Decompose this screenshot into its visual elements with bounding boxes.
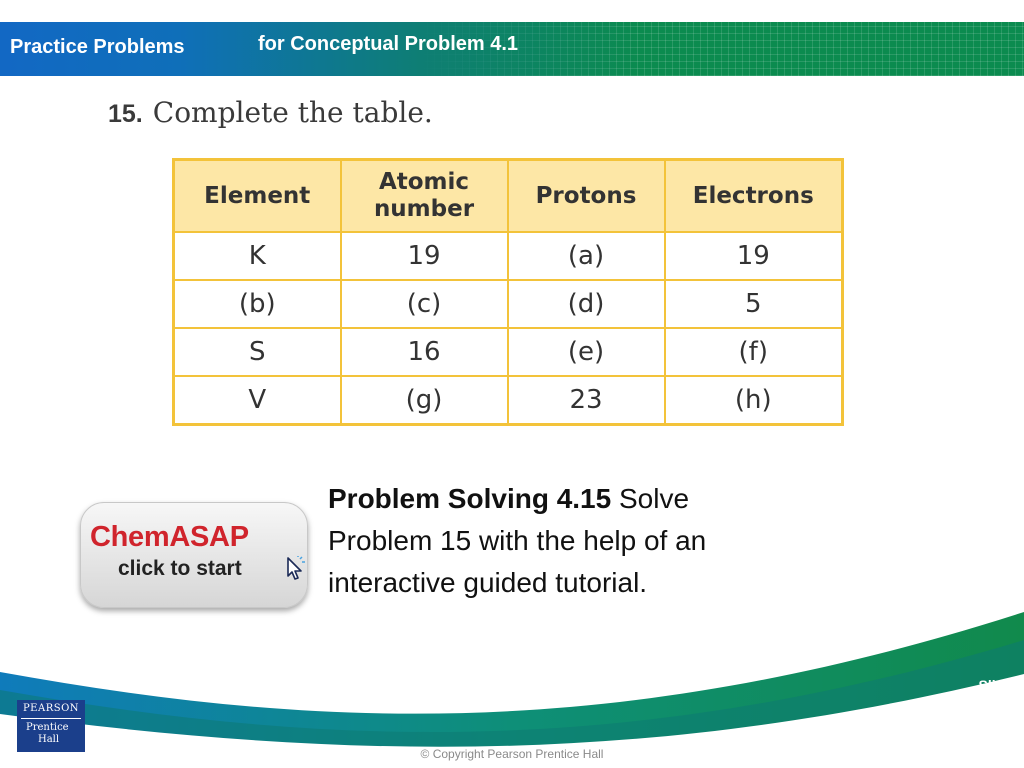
table-cell: (b) [174,280,341,328]
header-bar [0,22,1024,76]
slide-label: Slide [978,677,1012,693]
table-cell: K [174,232,341,280]
slide-indicator [968,676,1012,714]
header-protons: Protons [508,160,665,233]
table-cell: 23 [508,376,665,425]
cursor-arrow-icon [285,556,305,582]
table-row [174,328,843,376]
table-cell: (c) [341,280,508,328]
pearson-logo [17,700,85,752]
section-subtitle: for Conceptual Problem 4.1 [258,33,519,55]
logo-divider [21,718,81,719]
table-cell: 19 [341,232,508,280]
chemasap-cta: click to start [118,557,242,580]
table-cell: 16 [341,328,508,376]
table-cell: (e) [508,328,665,376]
table-header-row [174,160,843,233]
logo-line-3: Hall [38,734,60,745]
problem-number: 15. [108,100,143,128]
header-electrons: Electrons [665,160,843,233]
header-element: Element [174,160,341,233]
header-atomic-number: Atomic number [341,160,508,233]
problem-solving-title: Problem Solving 4.15 [328,483,612,514]
table-cell: S [174,328,341,376]
copyright-notice: © Copyright Pearson Prentice Hall [420,747,604,761]
table-cell: (f) [665,328,843,376]
problem-solving-text [328,478,798,604]
problem-instruction: Complete the table. [152,96,433,129]
problem-solving-body: Solve Problem 15 with the help of an interactive guided tutorial. [328,483,707,598]
section-title: Practice Problems [10,36,185,58]
table-cell: V [174,376,341,425]
chemasap-start-button[interactable] [80,502,308,608]
table-row [174,280,843,328]
table-cell: 5 [665,280,843,328]
table-cell: (a) [508,232,665,280]
chemasap-brand: ChemASAP [90,521,249,553]
table-cell: (g) [341,376,508,425]
table-cell: (h) [665,376,843,425]
logo-line-2: Prentice [26,722,69,733]
table-cell: 19 [665,232,843,280]
data-table [172,158,844,426]
table-row [174,376,843,425]
slide-position: 8 of 52 [967,696,1012,712]
table-cell: (d) [508,280,665,328]
table-row [174,232,843,280]
problem-heading [108,96,433,129]
logo-line-1: PEARSON [22,703,80,714]
